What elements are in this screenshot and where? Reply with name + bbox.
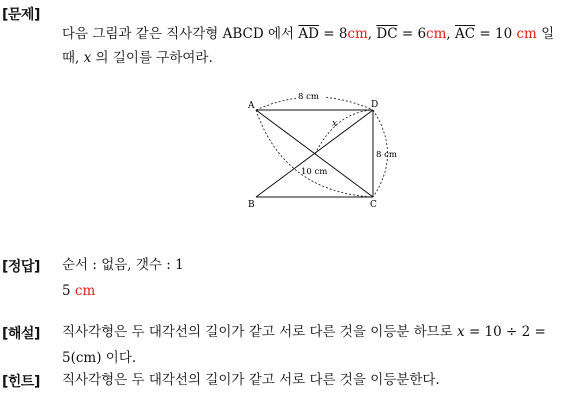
problem-line-2 [62, 46, 213, 70]
sep-1: , [367, 26, 377, 42]
answer-value: 5 [62, 283, 71, 299]
segment-ac: $\overline{AC}$ [455, 26, 476, 42]
explanation-text: 직사각형은 두 대각선의 길이가 같고 서로 다른 것을 이등분 하므로 [62, 324, 458, 340]
answer-order: 순서 : 없음, 갯수 : 1 [62, 257, 184, 273]
answer-unit: cm [74, 283, 96, 299]
vertex-d-label: D [371, 100, 379, 110]
sep-2: , [446, 26, 455, 42]
explanation-label: [해설] [2, 326, 40, 342]
vertex-c-label: C [370, 200, 377, 210]
problem-text-suffix: 일 [536, 26, 555, 42]
answer-value-line [62, 279, 95, 303]
unit-ad: cm [347, 26, 368, 42]
explanation-equation: = 10 ÷ 2 = [464, 324, 546, 340]
problem-label: [문제] [2, 7, 40, 23]
unit-dc: cm [426, 26, 447, 42]
eq-dc: = 6 [397, 26, 427, 42]
label-right-8cm: 8 cm [376, 150, 397, 160]
eq-ac: = 10 [475, 26, 517, 42]
answer-label: [정답] [2, 259, 40, 275]
label-diagonal-10cm: 10 cm [301, 167, 328, 177]
problem-line2-suffix: 의 길이를 구하여라. [91, 50, 213, 66]
problem-line2-prefix: 때, [62, 50, 84, 66]
segment-dc: $\overline{DC}$ [376, 26, 398, 42]
problem-line-1 [62, 22, 554, 46]
problem-text-prefix: 다음 그림과 같은 직사각형 ABCD 에서 [62, 26, 299, 42]
label-top-8cm: 8 cm [298, 92, 319, 102]
unit-ac: cm [516, 26, 537, 42]
explanation-line-2: 5(cm) 이다. [62, 350, 137, 366]
vertex-a-label: A [248, 101, 255, 111]
explanation-variable-x: x [457, 324, 465, 340]
hint-text: 직사각형은 두 대각선의 길이가 같고 서로 다른 것을 이등분한다. [62, 372, 440, 388]
rectangle-figure [240, 88, 410, 210]
explanation-line-1 [62, 320, 546, 344]
segment-ad: $\overline{AD}$ [298, 26, 319, 42]
label-x: x [332, 119, 338, 129]
eq-ad: = 8 [318, 26, 348, 42]
variable-x: x [83, 50, 92, 66]
hint-label: [힌트] [2, 374, 40, 390]
vertex-b-label: B [248, 200, 255, 210]
